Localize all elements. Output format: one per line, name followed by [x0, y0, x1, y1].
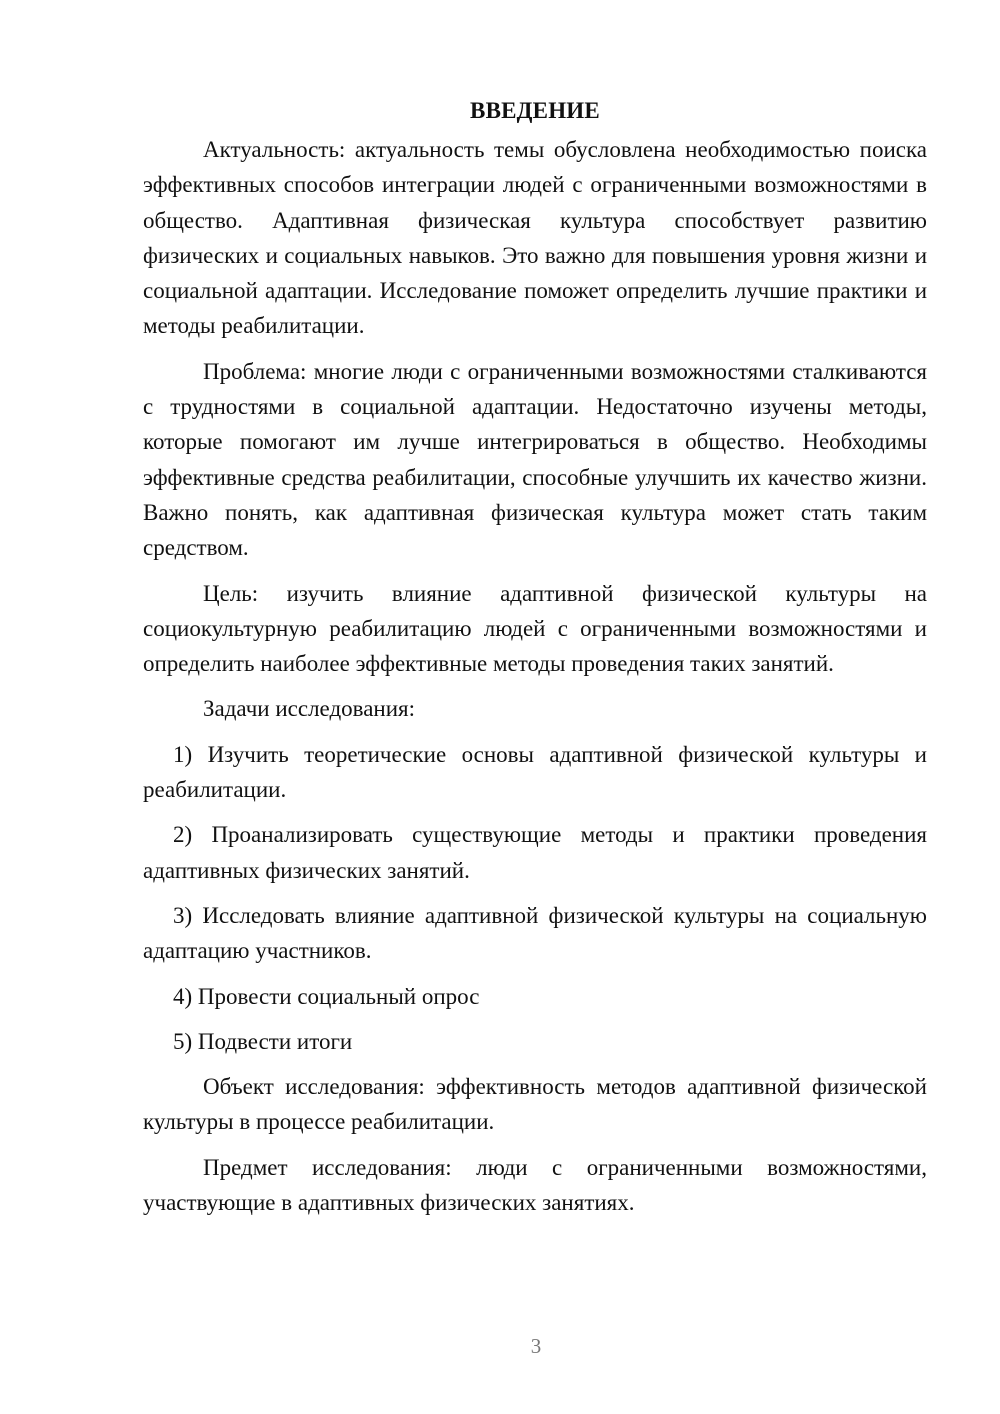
task-item-2: 2) Проанализировать существующие методы и практики проведения адаптивных физических занятий.: [143, 822, 927, 883]
section-title: ВВЕДЕНИЕ: [470, 98, 600, 123]
tasks-heading: Задачи исследования:: [203, 696, 416, 722]
paragraph-goal: Цель: изучить влияние адаптивной физической культуры на социокультурную реабилитацию людей с ограниченными возможностями и определить наиболее эффективные методы проведения таких занятий.: [143, 580, 927, 677]
task-item-5: 5) Подвести итоги: [173, 1028, 353, 1054]
task-item-1: 1) Изучить теоретические основы адаптивной физической культуры и реабилитации.: [143, 741, 927, 803]
task-item-3: 3) Исследовать влияние адаптивной физической культуры на социальную адаптацию участников.: [143, 902, 927, 964]
paragraph-subject: Предмет исследования: люди с ограниченными возможностями, участвующие в адаптивных физических занятиях.: [143, 1154, 927, 1216]
task-item-4: 4) Провести социальный опрос: [173, 983, 480, 1009]
paragraph-object: Объект исследования: эффективность методов адаптивной физической культуры в процессе реабилитации.: [143, 1074, 927, 1135]
page-number: 3: [530, 1334, 542, 1358]
page-content: [143, 92, 927, 1230]
tasks-list: [143, 737, 927, 1059]
paragraph-relevance: Актуальность: актуальность темы обусловлена необходимостью поиска эффективных способов интеграции людей с ограниченными возможностями в общество. Адаптивная физическая культура способствует развитию физических и социальных навыков. Это важно для повышения уровня жизни и социальной адаптации. Исследование поможет определить лучшие практики и методы реабилитации.: [143, 137, 927, 339]
paragraph-problem: Проблема: многие люди с ограниченными возможностями сталкиваются с трудностями в социальной адаптации. Недостаточно изучены методы, которые помогают им лучше интегрироваться в общество. Необходимы эффективные средства реабилитации, способные улучшить их качество жизни. Важно понять, как адаптивная физическая культура может стать таким средством.: [143, 358, 927, 561]
